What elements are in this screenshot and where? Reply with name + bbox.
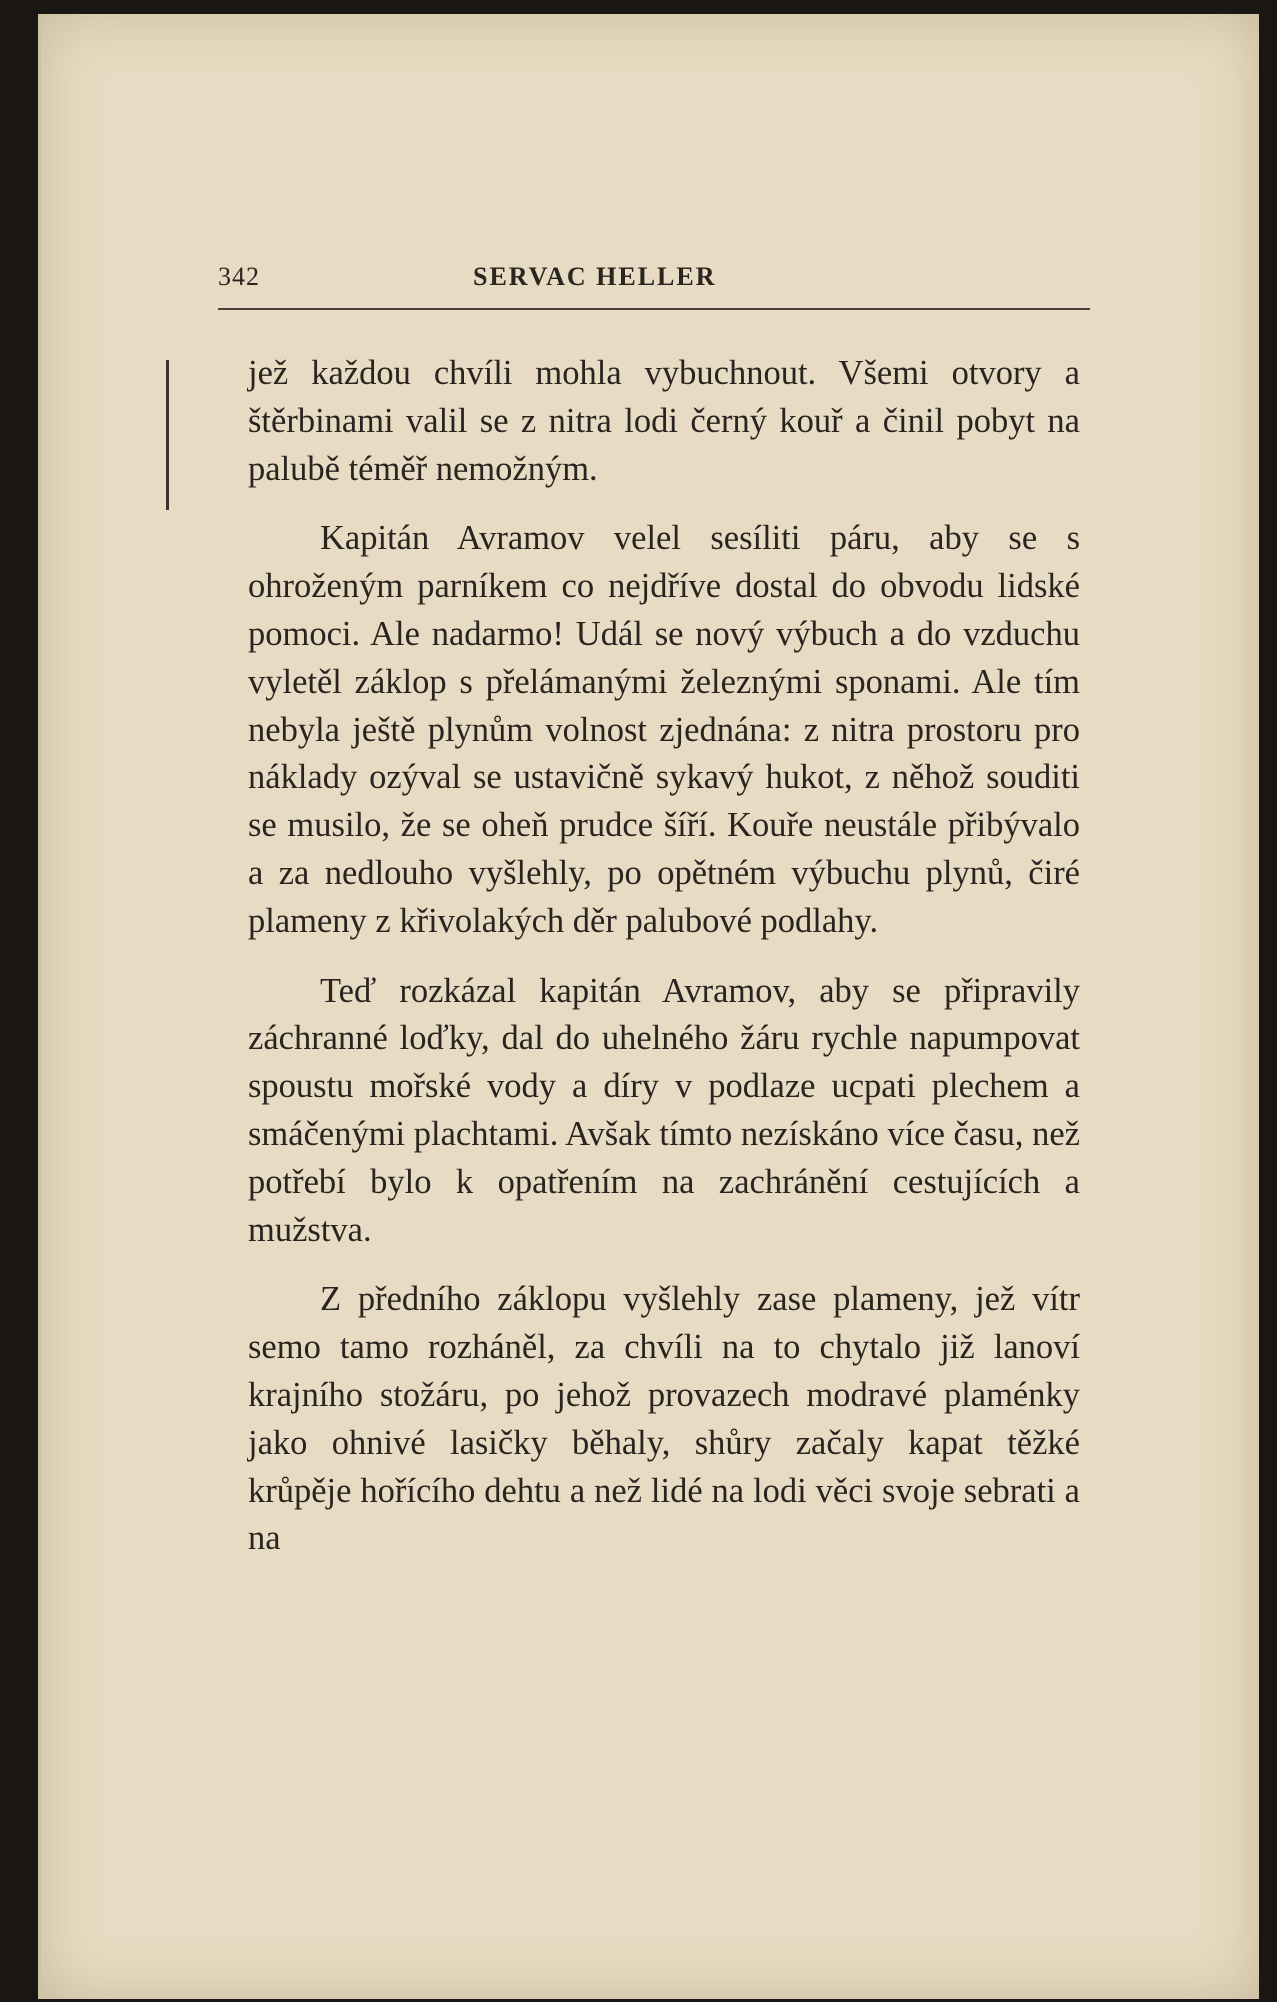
margin-pencil-mark xyxy=(166,360,169,510)
paragraph-1: jež každou chvíli mohla vybuchnout. Všemi otvory a štěrbinami valil se z nitra lodi černý kouř a činil pobyt na palubě téměř nemožným. xyxy=(248,354,1080,488)
body-text xyxy=(248,350,1080,1563)
running-title: SERVAC HELLER xyxy=(473,262,717,291)
header-rule xyxy=(218,308,1090,310)
page-header xyxy=(218,262,1090,292)
page-number: 342 xyxy=(218,262,260,291)
paragraph-2: Kapitán Avramov velel sesíliti páru, aby se s ohroženým parníkem co nejdříve dostal do obvodu lidské pomoci. Ale nadarmo! Udál se nový výbuch a do vzduchu vyletěl záklop s přelámanými železnými sponami. Ale tím nebyla ještě plynům volnost zjednána: z nitra prostoru pro náklady ozýval se ustavičně sykavý hukot, z něhož souditi se musilo, že se oheň prudce šíří. Kouře neustále přibývalo a za nedlouho vyšlehly, po opětném výbuchu plynů, čiré plameny z křivolakých děr palubové podlahy. xyxy=(248,519,1080,940)
paragraph-4: Z předního záklopu vyšlehly zase plameny, jež vítr semo tamo rozháněl, za chvíli na to chytalo již lanoví krajního stožáru, po jehož provazech modravé plaménky jako ohnivé lasičky běhaly, shůry začaly kapat těžké krůpěje hořícího dehtu a než lidé na lodi věci svoje sebrati a na xyxy=(248,1280,1080,1558)
paragraph-3: Teď rozkázal kapitán Avramov, aby se připravily záchranné loďky, dal do uhelného žáru rychle napumpovat spoustu mořské vody a díry v podlaze ucpati plechem a smáčenými plachtami. Avšak tímto nezískáno více času, než potřebí bylo k opatřením na zachránění cestujících a mužstva. xyxy=(248,971,1080,1249)
